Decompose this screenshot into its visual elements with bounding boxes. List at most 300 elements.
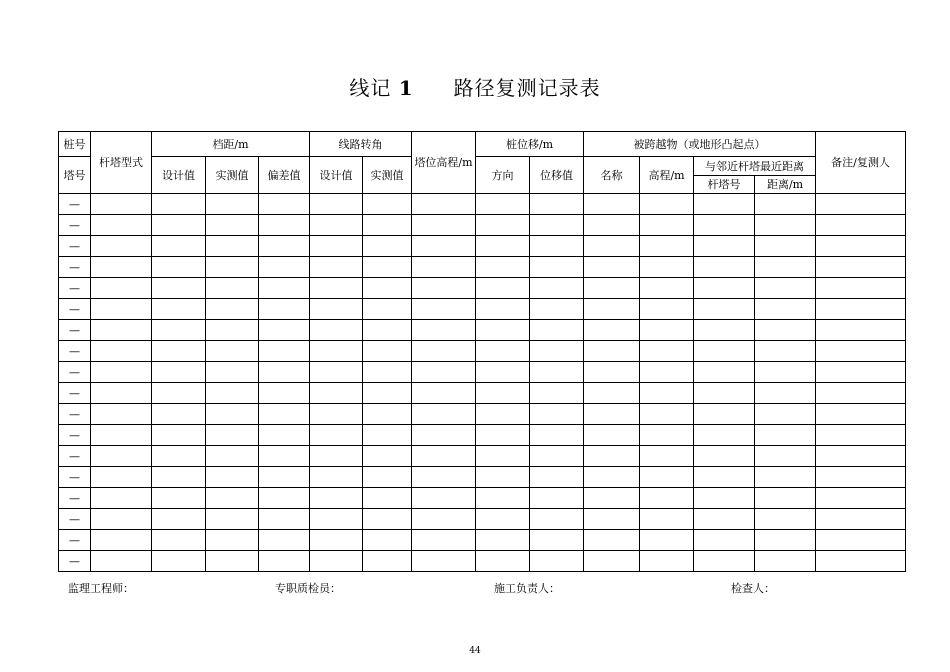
table-cell[interactable] [91,215,152,236]
table-cell[interactable] [530,278,584,299]
table-cell[interactable] [259,341,310,362]
table-cell[interactable] [206,341,259,362]
footer-quality: 专职质检员： [275,582,341,595]
table-cell[interactable] [584,467,640,488]
table-cell[interactable] [476,215,530,236]
table-cell[interactable] [363,194,412,215]
table-cell[interactable] [694,425,755,446]
table-cell[interactable] [310,509,363,530]
table-cell[interactable] [310,446,363,467]
table-cell[interactable] [694,299,755,320]
table-cell[interactable] [816,341,906,362]
table-cell[interactable] [412,404,476,425]
table-cell[interactable] [694,404,755,425]
header-gantahao: 杆塔号 [694,176,755,194]
title-text: 路径复测记录表 [453,76,601,100]
table-cell[interactable] [91,278,152,299]
header-beikuayue: 被跨越物（或地形凸起点） [584,132,816,157]
table-cell[interactable] [259,278,310,299]
table-cell[interactable] [310,236,363,257]
table-cell[interactable] [476,509,530,530]
table-cell[interactable] [91,362,152,383]
table-cell[interactable] [640,425,694,446]
table-row [59,299,906,320]
table-cell[interactable] [206,383,259,404]
table-cell[interactable] [694,320,755,341]
table-cell[interactable] [694,446,755,467]
signature-footer [0,580,950,596]
table-cell[interactable] [755,551,816,572]
table-cell[interactable] [530,404,584,425]
table-cell[interactable] [476,194,530,215]
table-cell[interactable] [755,530,816,551]
table-cell[interactable] [640,257,694,278]
table-cell[interactable] [310,362,363,383]
table-cell[interactable] [584,509,640,530]
table-cell[interactable] [363,488,412,509]
table-cell[interactable] [584,299,640,320]
table-cell[interactable] [694,278,755,299]
table-cell[interactable] [530,236,584,257]
table-cell[interactable] [152,320,206,341]
table-cell[interactable] [530,467,584,488]
table-cell[interactable] [584,278,640,299]
table-cell[interactable] [755,299,816,320]
table-cell[interactable] [755,425,816,446]
table-cell[interactable] [363,446,412,467]
table-cell[interactable] [206,362,259,383]
table-cell[interactable] [640,236,694,257]
table-cell[interactable] [152,404,206,425]
header-mingcheng: 名称 [584,157,640,194]
table-cell[interactable] [310,383,363,404]
table-cell[interactable] [755,362,816,383]
table-cell[interactable] [530,299,584,320]
table-cell[interactable] [310,467,363,488]
table-cell[interactable] [816,446,906,467]
table-cell[interactable] [816,551,906,572]
table-cell[interactable] [91,299,152,320]
table-cell[interactable] [584,488,640,509]
table-cell[interactable] [584,404,640,425]
table-cell[interactable] [640,299,694,320]
table-cell[interactable] [640,194,694,215]
table-cell[interactable] [412,446,476,467]
table-cell[interactable] [259,467,310,488]
table-cell[interactable] [530,488,584,509]
table-cell[interactable] [363,278,412,299]
table-cell[interactable] [152,194,206,215]
table-cell[interactable] [259,551,310,572]
table-cell[interactable] [259,362,310,383]
table-cell[interactable] [694,488,755,509]
table-cell[interactable] [310,299,363,320]
table-cell[interactable] [412,194,476,215]
table-cell[interactable] [152,299,206,320]
table-cell[interactable] [259,320,310,341]
table-cell[interactable] [412,215,476,236]
footer-construction: 施工负责人： [494,582,560,595]
row-marker: — [59,488,91,509]
table-cell[interactable] [816,530,906,551]
table-cell[interactable] [363,236,412,257]
table-cell[interactable] [530,362,584,383]
table-cell[interactable] [152,341,206,362]
table-cell[interactable] [206,467,259,488]
table-cell[interactable] [412,299,476,320]
row-marker: — [59,320,91,341]
record-rows [59,194,906,572]
row-marker: — [59,257,91,278]
header-ganta-type: 杆塔型式 [91,132,152,194]
table-cell[interactable] [91,383,152,404]
table-cell[interactable] [816,278,906,299]
table-cell[interactable] [91,341,152,362]
table-cell[interactable] [755,446,816,467]
table-cell[interactable] [363,425,412,446]
table-cell[interactable] [310,341,363,362]
table-cell[interactable] [640,383,694,404]
table-cell[interactable] [152,446,206,467]
table-cell[interactable] [363,215,412,236]
table-row [59,383,906,404]
header-xianlu-zhuanjiao: 线路转角 [310,132,412,157]
table-cell[interactable] [363,257,412,278]
table-cell[interactable] [91,236,152,257]
table-cell[interactable] [694,530,755,551]
table-cell[interactable] [476,530,530,551]
table-row [59,509,906,530]
table-cell[interactable] [152,425,206,446]
table-cell[interactable] [91,425,152,446]
table-cell[interactable] [584,446,640,467]
table-cell[interactable] [530,341,584,362]
table-cell[interactable] [584,551,640,572]
table-cell[interactable] [640,362,694,383]
table-cell[interactable] [476,404,530,425]
table-cell[interactable] [310,320,363,341]
table-cell[interactable] [530,257,584,278]
row-marker: — [59,509,91,530]
table-cell[interactable] [584,194,640,215]
table-cell[interactable] [530,215,584,236]
table-cell[interactable] [476,467,530,488]
table-cell[interactable] [412,320,476,341]
table-cell[interactable] [363,467,412,488]
table-cell[interactable] [530,446,584,467]
table-cell[interactable] [363,551,412,572]
table-cell[interactable] [310,425,363,446]
table-cell[interactable] [259,488,310,509]
table-cell[interactable] [755,341,816,362]
table-cell[interactable] [816,299,906,320]
table-cell[interactable] [206,509,259,530]
table-cell[interactable] [816,194,906,215]
table-cell[interactable] [640,404,694,425]
table-cell[interactable] [310,215,363,236]
table-cell[interactable] [584,341,640,362]
table-cell[interactable] [755,194,816,215]
table-cell[interactable] [476,320,530,341]
table-cell[interactable] [91,446,152,467]
table-cell[interactable] [363,509,412,530]
table-cell[interactable] [816,257,906,278]
table-cell[interactable] [152,362,206,383]
table-cell[interactable] [91,320,152,341]
table-cell[interactable] [476,551,530,572]
table-cell[interactable] [259,425,310,446]
table-cell[interactable] [152,509,206,530]
table-cell[interactable] [259,509,310,530]
header-piancha: 偏差值 [259,157,310,194]
table-cell[interactable] [755,383,816,404]
table-cell[interactable] [412,425,476,446]
header-fangxiang: 方向 [476,157,530,194]
table-cell[interactable] [476,362,530,383]
title-prefix: 线记 [349,76,392,100]
table-row [59,530,906,551]
table-cell[interactable] [91,194,152,215]
table-cell[interactable] [91,404,152,425]
table-cell[interactable] [206,530,259,551]
table-cell[interactable] [584,215,640,236]
table-cell[interactable] [755,236,816,257]
table-cell[interactable] [412,530,476,551]
table-cell[interactable] [259,383,310,404]
table-cell[interactable] [476,488,530,509]
table-row [59,425,906,446]
table-cell[interactable] [206,446,259,467]
table-cell[interactable] [816,215,906,236]
table-cell[interactable] [476,341,530,362]
table-cell[interactable] [694,509,755,530]
table-cell[interactable] [530,194,584,215]
table-cell[interactable] [412,467,476,488]
table-cell[interactable] [310,404,363,425]
table-cell[interactable] [259,257,310,278]
table-row [59,488,906,509]
table-cell[interactable] [259,404,310,425]
table-cell[interactable] [530,551,584,572]
table-cell[interactable] [530,509,584,530]
survey-record-table [58,131,906,572]
table-cell[interactable] [206,278,259,299]
table-cell[interactable] [755,278,816,299]
row-marker: — [59,404,91,425]
header-gaocheng: 高程/m [640,157,694,194]
table-cell[interactable] [206,215,259,236]
table-cell[interactable] [640,341,694,362]
table-row [59,446,906,467]
title-number: 1 [398,76,414,100]
table-cell[interactable] [152,488,206,509]
table-cell[interactable] [816,425,906,446]
table-cell[interactable] [530,383,584,404]
table-cell[interactable] [206,320,259,341]
table-cell[interactable] [91,488,152,509]
table-cell[interactable] [694,551,755,572]
table-cell[interactable] [91,509,152,530]
table-cell[interactable] [91,551,152,572]
table-cell[interactable] [152,467,206,488]
table-cell[interactable] [476,278,530,299]
table-cell[interactable] [363,530,412,551]
table-cell[interactable] [530,425,584,446]
table-cell[interactable] [816,362,906,383]
table-cell[interactable] [694,383,755,404]
table-cell[interactable] [694,236,755,257]
table-cell[interactable] [640,530,694,551]
table-cell[interactable] [152,278,206,299]
header-zhuangwei-yi: 桩位移/m [476,132,584,157]
table-cell[interactable] [694,362,755,383]
table-cell[interactable] [755,320,816,341]
table-cell[interactable] [816,404,906,425]
table-cell[interactable] [640,215,694,236]
table-cell[interactable] [310,278,363,299]
table-cell[interactable] [152,236,206,257]
header-beizhu: 备注/复测人 [816,132,906,194]
table-cell[interactable] [259,194,310,215]
table-cell[interactable] [259,446,310,467]
row-marker: — [59,299,91,320]
table-cell[interactable] [259,215,310,236]
table-cell[interactable] [816,488,906,509]
table-cell[interactable] [206,194,259,215]
table-cell[interactable] [584,530,640,551]
page-number: 44 [469,646,481,656]
table-cell[interactable] [412,488,476,509]
table-cell[interactable] [310,194,363,215]
row-marker: — [59,215,91,236]
table-cell[interactable] [412,236,476,257]
row-marker: — [59,467,91,488]
table-cell[interactable] [412,278,476,299]
table-cell[interactable] [310,257,363,278]
table-cell[interactable] [816,236,906,257]
table-cell[interactable] [206,488,259,509]
table-cell[interactable] [206,425,259,446]
header-weiyi: 位移值 [530,157,584,194]
table-cell[interactable] [259,299,310,320]
table-cell[interactable] [152,551,206,572]
table-cell[interactable] [816,467,906,488]
table-cell[interactable] [755,404,816,425]
table-cell[interactable] [310,530,363,551]
table-cell[interactable] [476,299,530,320]
table-cell[interactable] [152,530,206,551]
table-cell[interactable] [755,488,816,509]
table-cell[interactable] [206,299,259,320]
table-cell[interactable] [363,404,412,425]
table-row [59,467,906,488]
table-cell[interactable] [694,467,755,488]
table-cell[interactable] [584,236,640,257]
table-cell[interactable] [640,467,694,488]
table-cell[interactable] [755,215,816,236]
table-cell[interactable] [816,383,906,404]
table-cell[interactable] [694,194,755,215]
table-cell[interactable] [412,383,476,404]
table-cell[interactable] [530,530,584,551]
table-row [59,236,906,257]
table-cell[interactable] [640,488,694,509]
table-cell[interactable] [259,236,310,257]
table-cell[interactable] [584,362,640,383]
table-cell[interactable] [310,488,363,509]
table-cell[interactable] [310,551,363,572]
header-tawei-gaocheng: 塔位高程/m [412,132,476,194]
table-cell[interactable] [412,257,476,278]
table-cell[interactable] [755,467,816,488]
table-cell[interactable] [584,425,640,446]
table-cell[interactable] [206,236,259,257]
table-cell[interactable] [412,341,476,362]
table-cell[interactable] [476,257,530,278]
table-cell[interactable] [530,320,584,341]
table-cell[interactable] [206,257,259,278]
table-cell[interactable] [363,383,412,404]
table-cell[interactable] [694,215,755,236]
table-cell[interactable] [91,257,152,278]
table-cell[interactable] [412,362,476,383]
table-cell[interactable] [755,509,816,530]
row-marker: — [59,194,91,215]
table-cell[interactable] [412,551,476,572]
table-cell[interactable] [412,509,476,530]
table-cell[interactable] [206,551,259,572]
table-cell[interactable] [640,278,694,299]
header-shice-1: 实测值 [206,157,259,194]
table-cell[interactable] [640,446,694,467]
table-cell[interactable] [206,404,259,425]
row-marker: — [59,278,91,299]
table-cell[interactable] [816,509,906,530]
table-cell[interactable] [363,320,412,341]
table-cell[interactable] [91,530,152,551]
table-cell[interactable] [584,383,640,404]
table-cell[interactable] [152,257,206,278]
table-cell[interactable] [694,257,755,278]
table-cell[interactable] [259,530,310,551]
table-cell[interactable] [584,320,640,341]
table-cell[interactable] [640,551,694,572]
row-marker: — [59,362,91,383]
header-sheji-1: 设计值 [152,157,206,194]
header-shice-2: 实测值 [363,157,412,194]
table-cell[interactable] [694,341,755,362]
table-cell[interactable] [363,341,412,362]
table-row [59,404,906,425]
table-cell[interactable] [816,320,906,341]
header-dangju: 档距/m [152,132,310,157]
table-cell[interactable] [640,509,694,530]
table-cell[interactable] [755,257,816,278]
page-title [0,72,950,101]
table-cell[interactable] [476,236,530,257]
table-row [59,278,906,299]
table-cell[interactable] [584,257,640,278]
table-cell[interactable] [152,215,206,236]
table-cell[interactable] [363,362,412,383]
table-cell[interactable] [476,446,530,467]
table-cell[interactable] [363,299,412,320]
table-cell[interactable] [476,425,530,446]
table-cell[interactable] [640,320,694,341]
table-cell[interactable] [476,383,530,404]
table-cell[interactable] [152,383,206,404]
table-cell[interactable] [91,467,152,488]
